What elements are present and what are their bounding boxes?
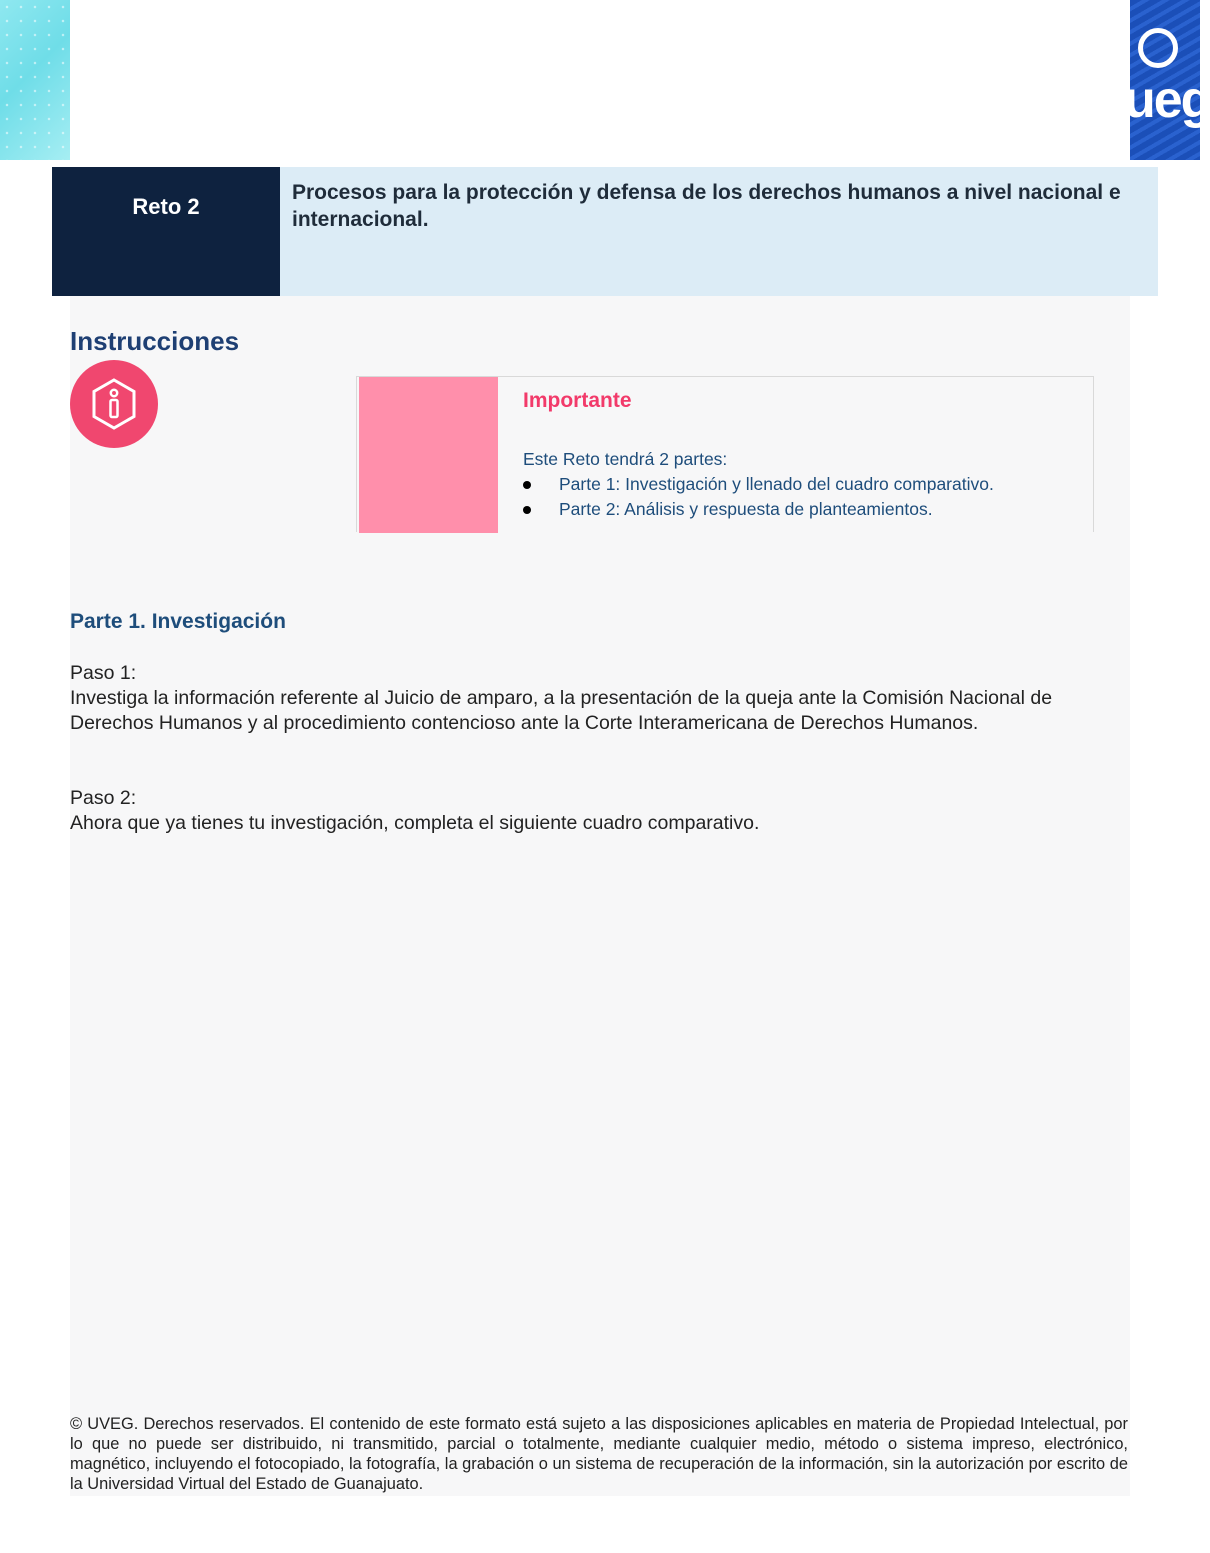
challenge-title: Procesos para la protección y defensa de los derechos humanos a nivel nacional e internacional. (280, 167, 1158, 296)
list-item-text: Parte 1: Investigación y llenado del cuadro comparativo. (559, 474, 994, 494)
instructions-title: Instrucciones (70, 326, 240, 356)
step1-label: Paso 1: (70, 662, 137, 684)
important-list (523, 472, 1083, 522)
list-item (523, 497, 1083, 522)
info-icon (70, 360, 158, 448)
part1-title: Parte 1. Investigación (70, 610, 286, 633)
bullet-icon (523, 481, 531, 489)
important-intro: Este Reto tendrá 2 partes: (523, 449, 728, 469)
decorative-corner-left (0, 0, 70, 160)
step1-text: Investiga la información referente al Juicio de amparo, a la presentación de la queja ante la Comisión Nacional de Derechos Humanos y al procedimiento contencioso ante la Corte Interamericana de Derechos Humanos. (70, 687, 1053, 734)
copyright-footer: © UVEG. Derechos reservados. El contenido de este formato está sujeto a las disposiciones aplicables en materia de Propiedad Intelectual, por lo que no puede ser distribuido, ni transmitido, parcial o totalmente, mediante cualquier medio, método o sistema impreso, electrónico, magnético, incluyendo el fotocopiado, la fotografía, la grabación o un sistema de recuperación de la información, sin la autorización por escrito de la Universidad Virtual del Estado de Guanajuato. (70, 1415, 1128, 1493)
logo-text: ueg (1124, 71, 1210, 129)
important-box (356, 376, 1094, 532)
bullet-icon (523, 506, 531, 514)
step2-text: Ahora que ya tienes tu investigación, completa el siguiente cuadro comparativo. (70, 812, 760, 834)
list-item (523, 472, 1083, 497)
important-title: Importante (523, 389, 632, 412)
list-item-text: Parte 2: Análisis y respuesta de planteamientos. (559, 499, 933, 519)
step2 (70, 786, 1130, 836)
step1 (70, 661, 1130, 736)
challenge-header (52, 167, 1158, 296)
step2-label: Paso 2: (70, 787, 137, 809)
uveg-logo-icon (1124, 0, 1210, 160)
challenge-label: Reto 2 (52, 167, 280, 296)
important-accent-block (359, 377, 498, 533)
